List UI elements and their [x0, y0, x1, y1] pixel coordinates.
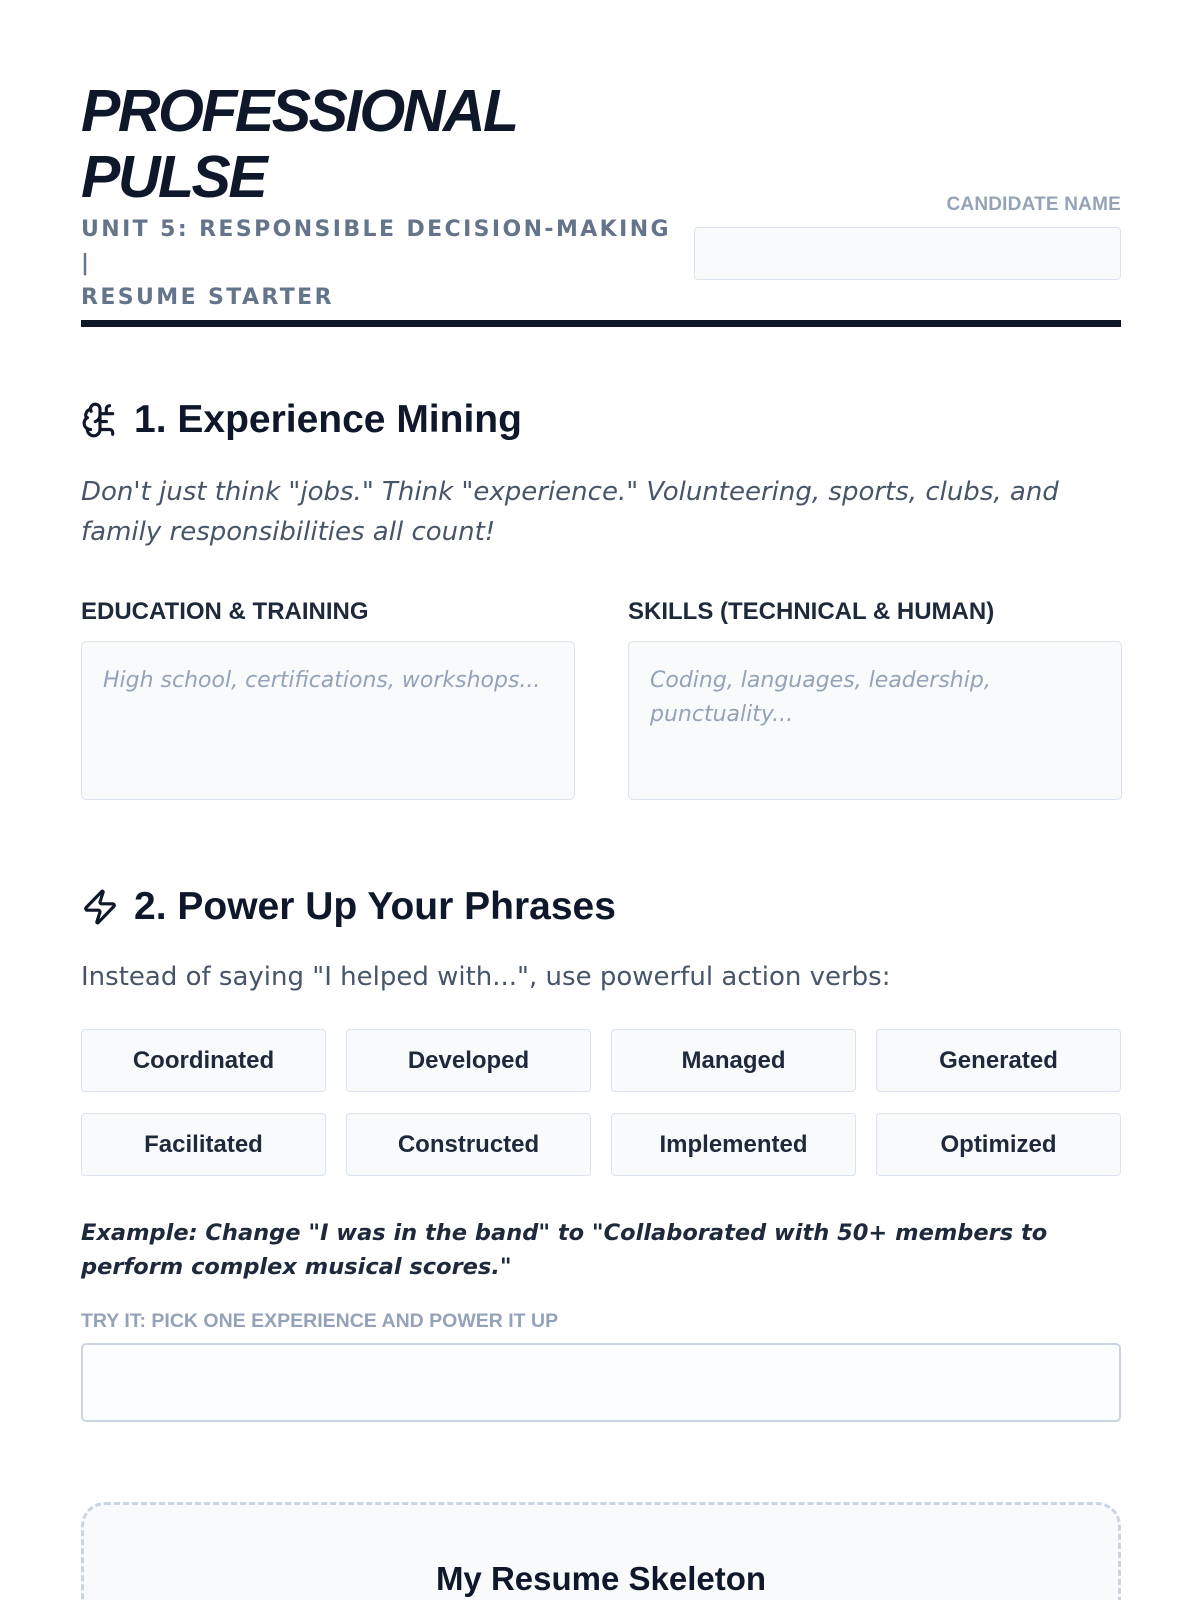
section-experience-mining-heading: [81, 398, 522, 442]
action-verb-grid: [81, 1029, 1121, 1176]
resume-skeleton-title: My Resume Skeleton: [435, 1560, 767, 1597]
candidate-name-label: CANDIDATE NAME: [946, 194, 1121, 215]
verb-chip-developed[interactable]: Developed: [346, 1029, 591, 1092]
verb-chip-constructed[interactable]: Constructed: [346, 1113, 591, 1176]
verb-chip-implemented[interactable]: Implemented: [611, 1113, 856, 1176]
skills-placeholder: Coding, languages, leadership, punctuality...: [650, 668, 991, 727]
education-training-placeholder: High school, certifications, workshops...: [103, 668, 541, 693]
lightning-icon: [81, 888, 119, 926]
page-title-line-2: PULSE: [81, 144, 266, 210]
power-phrases-intro: Instead of saying "I helped with...", use powerful action verbs:: [81, 962, 891, 992]
experience-mining-intro: Don't just think "jobs." Think "experience." Volunteering, sports, clubs, and family responsibilities all count!: [81, 477, 1059, 547]
try-it-input[interactable]: [81, 1343, 1121, 1422]
candidate-name-input[interactable]: [694, 227, 1121, 280]
section-experience-mining-title: 1. Experience Mining: [134, 398, 522, 441]
page-subtitle-line-1: UNIT 5: RESPONSIBLE DECISION-MAKING |: [81, 217, 671, 276]
verb-chip-optimized[interactable]: Optimized: [876, 1113, 1121, 1176]
section-power-phrases-title: 2. Power Up Your Phrases: [134, 885, 616, 928]
verb-chip-managed[interactable]: Managed: [611, 1029, 856, 1092]
header-divider: [81, 320, 1121, 327]
brain-icon: [81, 401, 119, 439]
verb-chip-coordinated[interactable]: Coordinated: [81, 1029, 326, 1092]
education-training-textarea[interactable]: [81, 641, 575, 800]
skills-label: SKILLS (TECHNICAL & HUMAN): [628, 598, 995, 625]
page-header: [81, 78, 1121, 328]
section-power-phrases-heading: [81, 885, 616, 929]
skills-textarea[interactable]: [628, 641, 1122, 800]
verb-chip-generated[interactable]: Generated: [876, 1029, 1121, 1092]
try-it-label: TRY IT: PICK ONE EXPERIENCE AND POWER IT UP: [81, 1310, 559, 1332]
page-subtitle-line-2: RESUME STARTER: [81, 285, 334, 310]
page-title: [81, 78, 601, 210]
education-training-label: EDUCATION & TRAINING: [81, 598, 369, 625]
page-subtitle: [81, 213, 681, 315]
power-phrase-example: Example: Change "I was in the band" to "Collaborated with 50+ members to perform complex musical scores.": [81, 1220, 1048, 1280]
verb-chip-facilitated[interactable]: Facilitated: [81, 1113, 326, 1176]
page-title-line-1: PROFESSIONAL: [81, 78, 517, 144]
